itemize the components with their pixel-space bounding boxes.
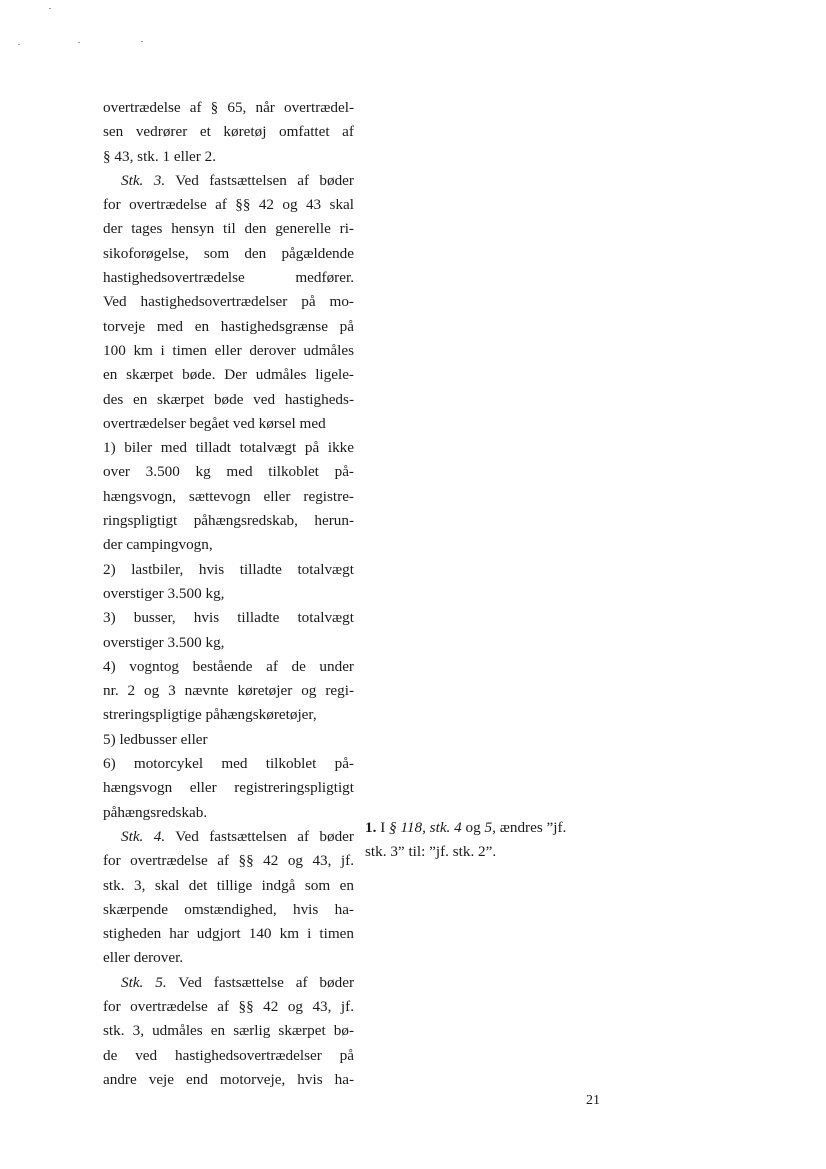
text-line (103, 533, 354, 557)
text-line (103, 242, 354, 266)
line-text: andre veje end motorveje, hvis ha- (103, 1070, 354, 1088)
line-text: stk. 3, skal det tillige indgå som en (103, 876, 354, 894)
text-line (103, 339, 354, 363)
text-line (103, 266, 354, 290)
line-text: hængsvogn, sættevogn eller registre- (103, 487, 354, 505)
line-text: nr. 2 og 3 nævnte køretøjer og regi- (103, 682, 354, 700)
line-text: 5) ledbusser eller (103, 730, 208, 748)
amendment-reference: 5, (484, 819, 496, 836)
text-line (103, 485, 354, 509)
line-text: ringspligtigt påhængsredskab, herun- (103, 512, 354, 530)
scan-speck (49, 8, 51, 9)
line-text: overtrædelser begået ved kørsel med (103, 414, 326, 432)
amendment-number: 1. (365, 819, 377, 836)
amendment-column (365, 816, 605, 865)
text-line (103, 1068, 354, 1092)
text-line (103, 509, 354, 533)
text-line (103, 460, 354, 484)
subsection-label: Stk. 5. (121, 973, 167, 991)
line-text: 4) vogntog bestående af de under (103, 657, 354, 675)
line-text: påhængsredskab. (103, 803, 208, 821)
scan-speck (141, 41, 143, 42)
text-line (103, 145, 354, 169)
text-line (103, 412, 354, 436)
text-line (103, 120, 354, 144)
amendment-text: I (376, 819, 390, 836)
line-text: § 43, stk. 1 eller 2. (103, 147, 217, 165)
line-text: der tages hensyn til den generelle ri- (103, 220, 354, 238)
line-text: 100 km i timen eller derover udmåles (103, 341, 354, 359)
amendment-text: og (461, 819, 485, 836)
line-text: Ved fastsættelsen af bøder (165, 171, 354, 189)
text-line (103, 1044, 354, 1068)
text-line (103, 995, 354, 1019)
line-text: eller derover. (103, 949, 184, 967)
line-text: Ved fastsættelse af bøder (166, 973, 354, 991)
line-text: sen vedrører et køretøj omfattet af (103, 123, 354, 141)
amendment-line-2: stk. 3” til: ”jf. stk. 2”. (365, 843, 497, 861)
text-line (103, 971, 354, 995)
text-line (103, 801, 354, 825)
line-text: hastighedsovertrædelse medfører. (103, 269, 354, 287)
line-text: 1) biler med tilladt totalvægt på ikke (103, 439, 354, 457)
amendment-reference: § 118, stk. 4 (389, 819, 462, 836)
text-line (103, 728, 354, 752)
line-text: der campingvogn, (103, 536, 213, 554)
text-line (103, 703, 354, 727)
text-line (103, 874, 354, 898)
line-text: 2) lastbiler, hvis tilladte totalvægt (103, 560, 354, 578)
text-line (103, 363, 354, 387)
text-line (103, 655, 354, 679)
text-line (103, 752, 354, 776)
amendment-text: ændres ”jf. (495, 819, 567, 836)
line-text: overstiger 3.500 kg, (103, 584, 225, 602)
text-line (103, 290, 354, 314)
line-text: 6) motorcykel med tilkoblet på- (103, 755, 354, 773)
text-line (103, 558, 354, 582)
line-text: Ved fastsættelsen af bøder (165, 827, 354, 845)
text-line (103, 1019, 354, 1043)
line-text: over 3.500 kg med tilkoblet på- (103, 463, 354, 481)
amendment-line-1 (365, 816, 605, 840)
text-line (103, 606, 354, 630)
line-text: skærpende omstændighed, hvis ha- (103, 900, 354, 918)
text-line (103, 776, 354, 800)
line-text: for overtrædelse af §§ 42 og 43, jf. (103, 852, 354, 870)
line-text: Ved hastighedsovertrædelser på mo- (103, 293, 354, 311)
line-text: for overtrædelse af §§ 42 og 43 skal (103, 196, 354, 214)
line-text: 3) busser, hvis tilladte totalvægt (103, 609, 354, 627)
subsection-label: Stk. 4. (121, 827, 166, 845)
text-line (103, 217, 354, 241)
line-text: stk. 3, udmåles en særlig skærpet bø- (103, 1022, 354, 1040)
text-line (103, 679, 354, 703)
text-line (103, 436, 354, 460)
line-text: torveje med en hastighedsgrænse på (103, 317, 354, 335)
text-line (103, 582, 354, 606)
text-line (103, 898, 354, 922)
text-line (103, 849, 354, 873)
text-line (103, 946, 354, 970)
text-line (103, 922, 354, 946)
text-line (103, 388, 354, 412)
text-line (103, 96, 354, 120)
current-law-column (103, 96, 354, 1092)
line-text: overstiger 3.500 kg, (103, 633, 225, 651)
scan-speck (18, 44, 20, 45)
text-line (103, 193, 354, 217)
text-line (103, 169, 354, 193)
line-text: sikoforøgelse, som den pågældende (103, 244, 354, 262)
line-text: for overtrædelse af §§ 42 og 43, jf. (103, 997, 354, 1015)
line-text: streringspligtige påhængskøretøjer, (103, 706, 317, 724)
line-text: en skærpet bøde. Der udmåles ligele- (103, 366, 354, 384)
line-text: stigheden har udgjort 140 km i timen (103, 925, 354, 943)
line-text: overtrædelse af § 65, når overtrædel- (103, 99, 354, 116)
line-text: hængsvogn eller registreringspligtigt (103, 779, 354, 797)
text-line (103, 315, 354, 339)
subsection-label: Stk. 3. (121, 171, 166, 189)
scan-speck (78, 42, 80, 43)
text-line (103, 631, 354, 655)
page-number: 21 (586, 1093, 600, 1108)
line-text: de ved hastighedsovertrædelser på (103, 1046, 354, 1064)
line-text: des en skærpet bøde ved hastigheds- (103, 390, 354, 408)
text-line (103, 825, 354, 849)
